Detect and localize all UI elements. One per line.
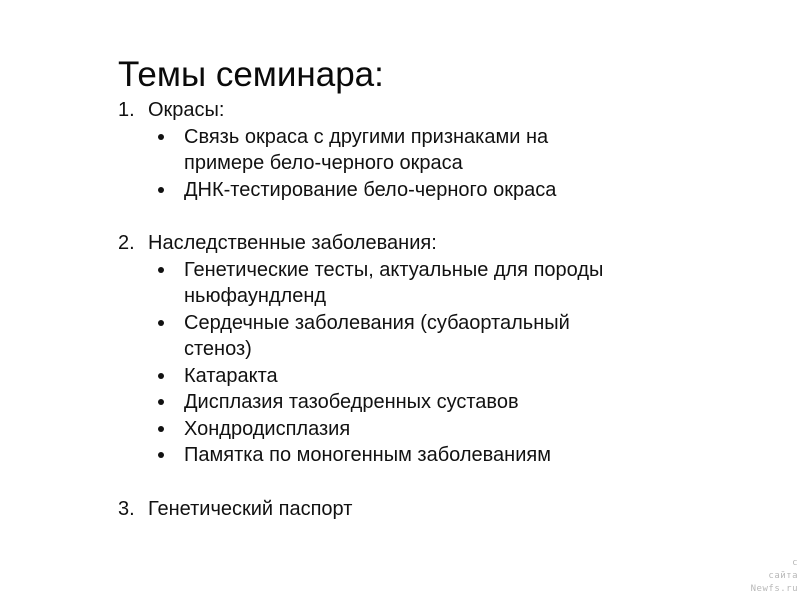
- bullet-icon: [158, 187, 164, 193]
- section-number: 3.: [118, 498, 135, 520]
- section-title: Наследственные заболевания:: [148, 232, 437, 254]
- bullet-icon: [158, 134, 164, 140]
- bullet-list: [118, 124, 624, 204]
- slide-title: Темы семинара:: [118, 55, 384, 94]
- section-genetic-passport: [118, 496, 352, 523]
- bullet-list: [118, 257, 624, 469]
- list-item: Сердечные заболевания (субаортальный стеноз): [156, 310, 624, 363]
- section-heading: [118, 230, 624, 257]
- section-number: 2.: [118, 232, 135, 254]
- list-item: Связь окраса с другими признаками на примере бело-черного окраса: [156, 124, 624, 177]
- bullet-icon: [158, 426, 164, 432]
- section-number: 1.: [118, 99, 135, 121]
- list-item: Памятка по моногенным заболеваниям: [156, 442, 624, 469]
- section-colors: [118, 97, 624, 203]
- bullet-icon: [158, 373, 164, 379]
- bullet-icon: [158, 267, 164, 273]
- list-item: Катаракта: [156, 363, 624, 390]
- section-title: Окрасы:: [148, 99, 225, 121]
- list-item: Хондродисплазия: [156, 416, 624, 443]
- section-heading: [118, 496, 352, 523]
- watermark: с сайта Newfs.ru: [750, 558, 798, 594]
- bullet-icon: [158, 452, 164, 458]
- section-title: Генетический паспорт: [148, 498, 353, 520]
- list-item: ДНК-тестирование бело-черного окраса: [156, 177, 624, 204]
- section-heading: [118, 97, 624, 124]
- bullet-icon: [158, 399, 164, 405]
- list-item: Генетические тесты, актуальные для породы ньюфаундленд: [156, 257, 624, 310]
- list-item: Дисплазия тазобедренных суставов: [156, 389, 624, 416]
- bullet-icon: [158, 320, 164, 326]
- section-hereditary-diseases: [118, 230, 624, 469]
